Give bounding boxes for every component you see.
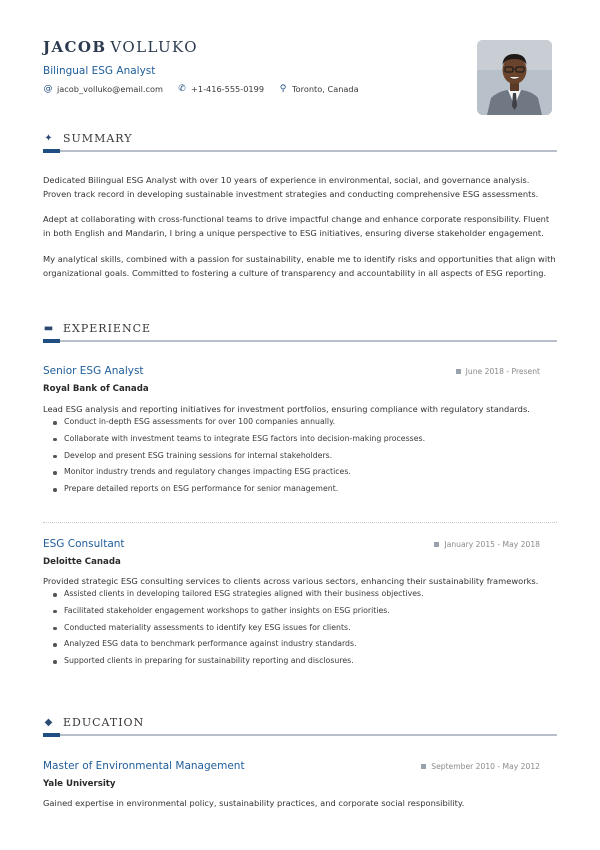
list-item: Conduct in-depth ESG assessments for over 100 companies annually.	[51, 414, 551, 431]
email-text: jacob_volluko@email.com	[57, 84, 164, 94]
section-divider	[43, 150, 557, 152]
phone-icon: ✆	[178, 84, 186, 94]
job-dates: June 2018 - Present	[456, 367, 540, 376]
job-bullet-list	[51, 586, 551, 670]
location-text: Toronto, Canada	[292, 84, 359, 94]
school-name: Yale University	[43, 779, 116, 789]
job-title: ESG Consultant	[43, 538, 125, 550]
section-divider	[43, 340, 557, 342]
job-dates: January 2015 - May 2018	[434, 540, 540, 549]
job-description: Provided strategic ESG consulting services to clients across various sectors, enhancing their sustainability frameworks.	[43, 576, 539, 586]
company-name: Deloitte Canada	[43, 557, 121, 567]
company-name: Royal Bank of Canada	[43, 384, 149, 394]
graduation-cap-icon: ◆	[44, 717, 54, 728]
list-item: Facilitated stakeholder engagement workshops to gather insights on ESG priorities.	[51, 603, 551, 620]
contact-email[interactable]	[43, 84, 163, 94]
education-description: Gained expertise in environmental policy, sustainability practices, and corporate social responsibility.	[43, 798, 465, 808]
location-pin-icon: ⚲	[279, 84, 287, 94]
calendar-icon	[434, 542, 439, 547]
list-item: Collaborate with investment teams to integrate ESG factors into decision-making processes.	[51, 431, 551, 448]
summary-paragraph-2: Adept at collaborating with cross-functional teams to drive impactful change and enhance corporate responsibility. Fluent in both English and Mandarin, I bring a unique perspective to ESG initiatives, ensuring diverse stakeholder engagement.	[43, 214, 550, 238]
contact-location	[278, 84, 359, 94]
list-item: Develop and present ESG training sessions for internal stakeholders.	[51, 448, 551, 465]
job-separator	[43, 522, 557, 523]
at-icon: @	[43, 84, 53, 94]
job-description: Lead ESG analysis and reporting initiatives for investment portfolios, ensuring compliance with regulatory standards.	[43, 404, 530, 414]
first-name: JACOB	[43, 38, 107, 56]
experience-section-header	[43, 322, 557, 335]
summary-paragraph-3: My analytical skills, combined with a passion for sustainability, enable me to identify risks and opportunities that align with organizational goals. Committed to fostering a culture of transparency and accountability in all aspects of ESG reporting.	[43, 254, 556, 278]
list-item: Analyzed ESG data to benchmark performance against industry standards.	[51, 636, 551, 653]
last-name: VOLLUKO	[110, 38, 198, 56]
summary-section-header	[43, 132, 557, 145]
summary-heading: SUMMARY	[63, 132, 133, 145]
contact-phone[interactable]	[177, 84, 264, 94]
section-divider	[43, 734, 557, 736]
education-dates: September 2010 - May 2012	[421, 762, 540, 771]
list-item: Assisted clients in developing tailored ESG strategies aligned with their business objectives.	[51, 586, 551, 603]
summary-paragraph-1: Dedicated Bilingual ESG Analyst with over 10 years of experience in environmental, social, and governance analysis. Proven track record in developing sustainable investment strategies and conducting comprehensive ESG assessments.	[43, 175, 539, 199]
briefcase-icon: ▬	[43, 323, 55, 334]
list-item: Conducted materiality assessments to identify key ESG issues for clients.	[51, 620, 551, 637]
list-item: Supported clients in preparing for sustainability reporting and disclosures.	[51, 653, 551, 670]
experience-heading: EXPERIENCE	[63, 322, 152, 335]
education-section-header	[43, 716, 557, 729]
education-heading: EDUCATION	[63, 716, 145, 729]
degree-title: Master of Environmental Management	[43, 760, 245, 772]
calendar-icon	[421, 764, 426, 769]
job-bullet-list	[51, 414, 551, 498]
profile-photo	[477, 40, 552, 115]
phone-text: +1-416-555-0199	[191, 84, 265, 94]
job-role: Bilingual ESG Analyst	[43, 65, 156, 77]
list-item: Monitor industry trends and regulatory changes impacting ESG practices.	[51, 464, 551, 481]
contact-list	[43, 84, 373, 94]
calendar-icon	[456, 369, 461, 374]
job-title: Senior ESG Analyst	[43, 365, 144, 377]
list-item: Prepare detailed reports on ESG performance for senior management.	[51, 481, 551, 498]
sparkle-icon: ✦	[44, 133, 54, 144]
